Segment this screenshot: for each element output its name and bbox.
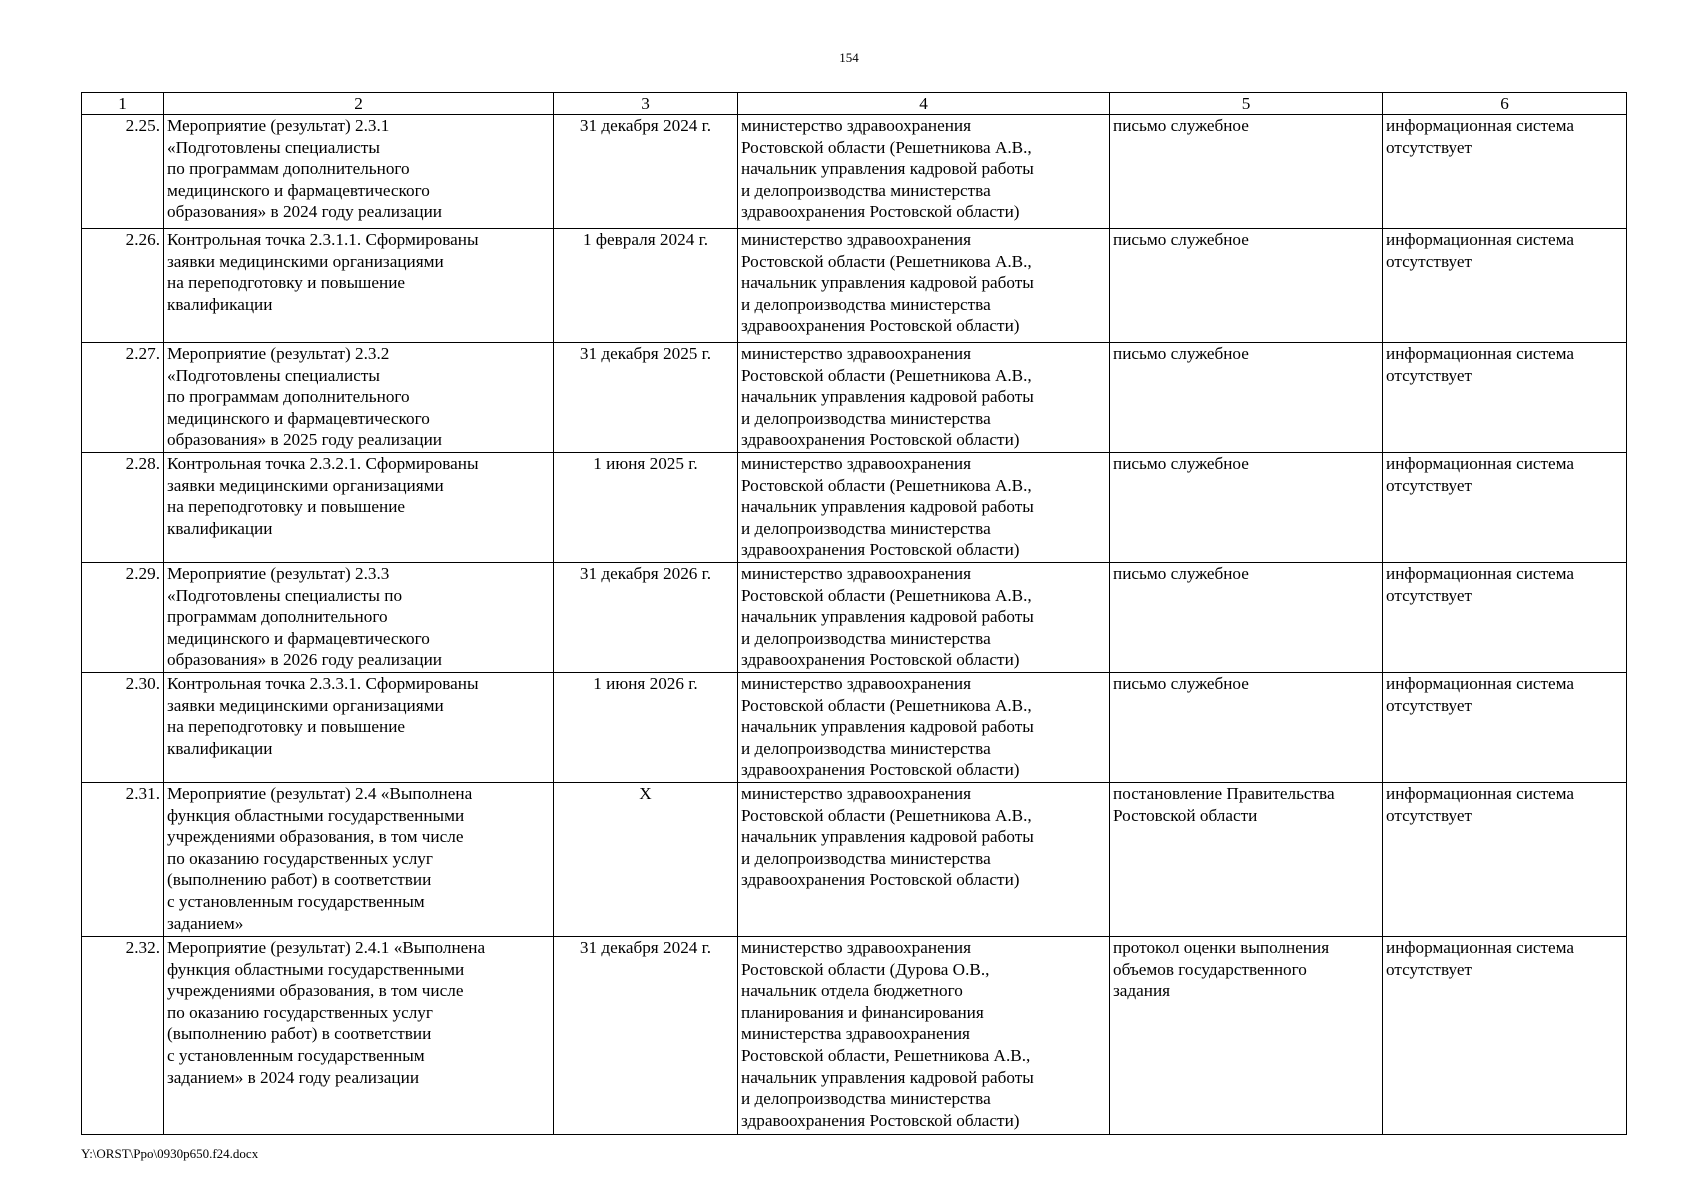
- column-header: 2: [164, 93, 554, 115]
- document-cell: письмо служебное: [1110, 453, 1383, 563]
- page-number: 154: [839, 50, 859, 65]
- column-header: 6: [1383, 93, 1627, 115]
- table-row: [82, 343, 1627, 453]
- responsible-cell: министерство здравоохранения Ростовской области (Решетникова А.В., начальник управления кадровой работы и делопроизводства министерства здравоохранения Ростовской области): [738, 783, 1110, 937]
- event-cell: Контрольная точка 2.3.3.1. Сформированы заявки медицинскими организациями на переподготовку и повышение квалификации: [164, 673, 554, 783]
- information-system-cell: информационная система отсутствует: [1383, 673, 1627, 783]
- event-cell: Мероприятие (результат) 2.4.1 «Выполнена функция областными государственными учреждениями образования, в том числе по оказанию государственных услуг (выполнению работ) в соответствии с установленным государственным заданием» в 2024 году реализации: [164, 937, 554, 1135]
- table-row: [82, 783, 1627, 937]
- row-number-cell: 2.27.: [82, 343, 164, 453]
- row-number-cell: 2.30.: [82, 673, 164, 783]
- row-number-cell: 2.25.: [82, 115, 164, 229]
- date-cell: 31 декабря 2024 г.: [554, 937, 738, 1135]
- responsible-cell: министерство здравоохранения Ростовской области (Дурова О.В., начальник отдела бюджетного планирования и финансирования министерства здравоохранения Ростовской области, Решетникова А.В., начальник управления кадровой работы и делопроизводства министерства здравоохранения Ростовской области): [738, 937, 1110, 1135]
- event-cell: Мероприятие (результат) 2.3.3 «Подготовлены специалисты по программам дополнительного медицинского и фармацевтического образования» в 2026 году реализации: [164, 563, 554, 673]
- responsible-cell: министерство здравоохранения Ростовской области (Решетникова А.В., начальник управления кадровой работы и делопроизводства министерства здравоохранения Ростовской области): [738, 563, 1110, 673]
- responsible-cell: министерство здравоохранения Ростовской области (Решетникова А.В., начальник управления кадровой работы и делопроизводства министерства здравоохранения Ростовской области): [738, 673, 1110, 783]
- table-row: [82, 453, 1627, 563]
- event-cell: Контрольная точка 2.3.1.1. Сформированы заявки медицинскими организациями на переподготовку и повышение квалификации: [164, 229, 554, 343]
- event-cell: Мероприятие (результат) 2.3.2 «Подготовлены специалисты по программам дополнительного медицинского и фармацевтического образования» в 2025 году реализации: [164, 343, 554, 453]
- row-number-cell: 2.32.: [82, 937, 164, 1135]
- footer-file-path: Y:\ORST\Ppo\0930p650.f24.docx: [81, 1146, 259, 1161]
- document-cell: письмо служебное: [1110, 673, 1383, 783]
- table-row: [82, 563, 1627, 673]
- plan-table: [81, 92, 1627, 1135]
- date-cell: Х: [554, 783, 738, 937]
- responsible-cell: министерство здравоохранения Ростовской области (Решетникова А.В., начальник управления кадровой работы и делопроизводства министерства здравоохранения Ростовской области): [738, 115, 1110, 229]
- row-number-cell: 2.26.: [82, 229, 164, 343]
- column-header: 5: [1110, 93, 1383, 115]
- date-cell: 1 июня 2025 г.: [554, 453, 738, 563]
- column-header: 4: [738, 93, 1110, 115]
- information-system-cell: информационная система отсутствует: [1383, 563, 1627, 673]
- document-cell: протокол оценки выполнения объемов государственного задания: [1110, 937, 1383, 1135]
- document-cell: письмо служебное: [1110, 343, 1383, 453]
- date-cell: 1 февраля 2024 г.: [554, 229, 738, 343]
- information-system-cell: информационная система отсутствует: [1383, 343, 1627, 453]
- information-system-cell: информационная система отсутствует: [1383, 453, 1627, 563]
- date-cell: 31 декабря 2024 г.: [554, 115, 738, 229]
- row-number-cell: 2.29.: [82, 563, 164, 673]
- event-cell: Мероприятие (результат) 2.3.1 «Подготовлены специалисты по программам дополнительного медицинского и фармацевтического образования» в 2024 году реализации: [164, 115, 554, 229]
- information-system-cell: информационная система отсутствует: [1383, 937, 1627, 1135]
- information-system-cell: информационная система отсутствует: [1383, 783, 1627, 937]
- responsible-cell: министерство здравоохранения Ростовской области (Решетникова А.В., начальник управления кадровой работы и делопроизводства министерства здравоохранения Ростовской области): [738, 453, 1110, 563]
- information-system-cell: информационная система отсутствует: [1383, 229, 1627, 343]
- document-cell: письмо служебное: [1110, 563, 1383, 673]
- row-number-cell: 2.28.: [82, 453, 164, 563]
- document-cell: письмо служебное: [1110, 115, 1383, 229]
- column-header: 1: [82, 93, 164, 115]
- row-number-cell: 2.31.: [82, 783, 164, 937]
- responsible-cell: министерство здравоохранения Ростовской области (Решетникова А.В., начальник управления кадровой работы и делопроизводства министерства здравоохранения Ростовской области): [738, 229, 1110, 343]
- table-row: [82, 937, 1627, 1135]
- responsible-cell: министерство здравоохранения Ростовской области (Решетникова А.В., начальник управления кадровой работы и делопроизводства министерства здравоохранения Ростовской области): [738, 343, 1110, 453]
- table-row: [82, 673, 1627, 783]
- event-cell: Контрольная точка 2.3.2.1. Сформированы заявки медицинскими организациями на переподготовку и повышение квалификации: [164, 453, 554, 563]
- document-cell: постановление Правительства Ростовской области: [1110, 783, 1383, 937]
- date-cell: 31 декабря 2025 г.: [554, 343, 738, 453]
- date-cell: 31 декабря 2026 г.: [554, 563, 738, 673]
- column-header: 3: [554, 93, 738, 115]
- event-cell: Мероприятие (результат) 2.4 «Выполнена функция областными государственными учреждениями образования, в том числе по оказанию государственных услуг (выполнению работ) в соответствии с установленным государственным заданием»: [164, 783, 554, 937]
- document-cell: письмо служебное: [1110, 229, 1383, 343]
- table-row: [82, 115, 1627, 229]
- table-row: [82, 229, 1627, 343]
- header-row: [82, 93, 1627, 115]
- information-system-cell: информационная система отсутствует: [1383, 115, 1627, 229]
- date-cell: 1 июня 2026 г.: [554, 673, 738, 783]
